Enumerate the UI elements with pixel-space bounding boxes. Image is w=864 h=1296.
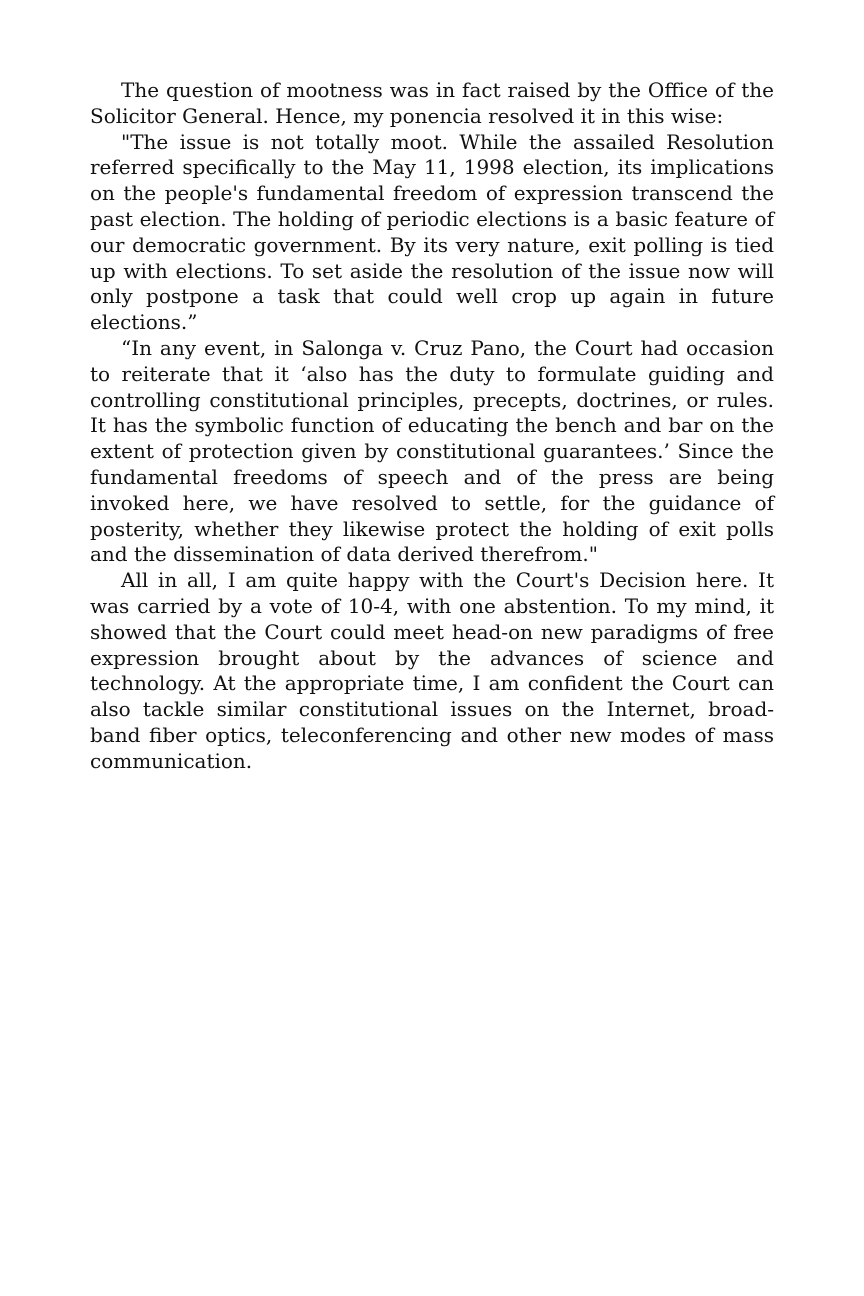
paragraph-quote-salonga: “In any event, in Salonga v. Cruz Pano, the Court had occasion to reiterate that it ‘also has the duty to formulate guiding and controlling constitutional principles, precepts, doctrines, or rules. It has the symbolic function of educating the bench and bar on the extent of protection given by constitutional guarantees.’ Since the fundamental freedoms of speech and of the press are being invoked here, we have resolved to settle, for the guidance of posterity, whether they likewise protect the holding of exit polls and the dissemination of data derived therefrom." [90,335,774,567]
paragraph-mootness: The question of mootness was in fact raised by the Office of the Solicitor General. Hence, my ponencia resolved it in this wise: [90,78,774,128]
paragraph-conclusion: All in all, I am quite happy with the Court's Decision here. It was carried by a vote of 10-4, with one abstention. To my mind, it showed that the Court could meet head-on new paradigms of free expression brought about by the advances of science and technology. At the appropriate time, I am confident the Court can also tackle similar constitutional issues on the Internet, broad-band fiber optics, teleconferencing and other new modes of mass communication. [90,568,774,773]
document-page [90,78,774,775]
paragraph-quote-not-moot: "The issue is not totally moot. While the assailed Resolution referred specifically to the May 11, 1998 election, its implications on the people's fundamental freedom of expression transcend the past election. The holding of periodic elections is a basic feature of our democratic government. By its very nature, exit polling is tied up with elections. To set aside the resolution of the issue now will only postpone a task that could well crop up again in future elections.” [90,129,774,335]
